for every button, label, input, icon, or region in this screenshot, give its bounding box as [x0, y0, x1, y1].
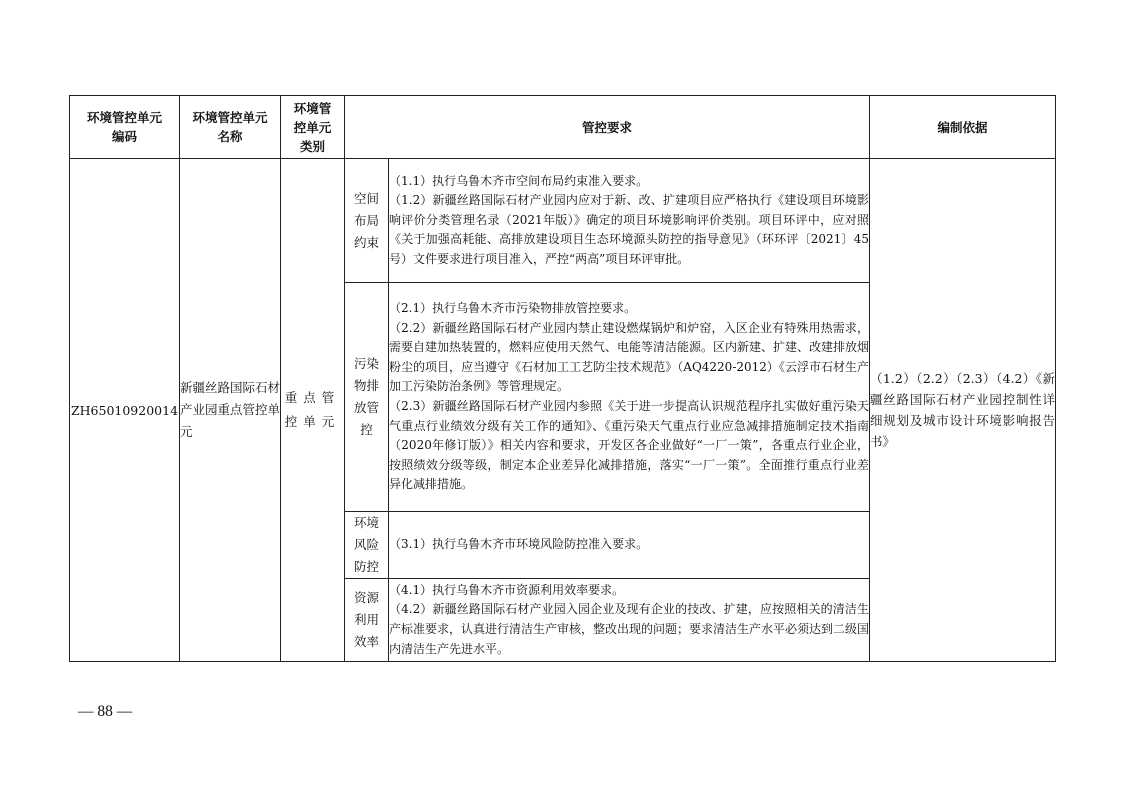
control-unit-table	[69, 95, 1056, 662]
requirement-2-3: （2.3）新疆丝路国际石材产业园内参照《关于进一步提高认识规范程序扎实做好重污染天气重点行业绩效分级有关工作的通知》、《重污染天气重点行业应急减排措施制定技术指南（2020年修订版）》相关内容和要求，开发区各企业做好“一厂一策”，各重点行业企业，按照绩效分级等级，制定本企业差异化减排措施，落实“一厂一策”。全面推行重点行业差异化减排措施。	[389, 399, 870, 492]
requirement-2-2: （2.2）新疆丝路国际石材产业园内禁止建设燃煤锅炉和炉窑，入区企业有特殊用热需求，需要自建加热装置的，燃料应使用天然气、电能等清洁能源。区内新建、扩建、改建排放烟粉尘的项目，应当遵守《石材加工工艺防尘技术规范》（AQ4220-2012）《云浮市石材生产加工污染防治条例》等管理规定。	[389, 320, 870, 394]
section-label-pollution: 污染物排放管控	[345, 283, 389, 512]
section-content-pollution	[389, 283, 870, 512]
header-code: 环境管控单元编码	[70, 96, 180, 159]
requirement-2-1: （2.1）执行乌鲁木齐市污染物排放管控要求。	[389, 301, 637, 316]
section-row-spatial	[70, 159, 1056, 283]
requirement-1-1: （1.1）执行乌鲁木齐市空间布局约束准入要求。	[389, 173, 649, 188]
requirement-4-1: （4.1）执行乌鲁木齐市资源利用效率要求。	[389, 582, 625, 597]
header-row	[70, 96, 1056, 159]
section-label-risk: 环境风险防控	[345, 512, 389, 579]
requirement-3-1: （3.1）执行乌鲁木齐市环境风险防控准入要求。	[389, 537, 649, 552]
unit-code: ZH65010920014	[70, 159, 180, 662]
page-number: — 88 —	[78, 703, 133, 720]
section-label-spatial: 空间布局约束	[345, 159, 389, 283]
basis-text: （1.2）（2.2）（2.3）（4.2）《新疆丝路国际石材产业园控制性详细规划及城市设计环境影响报告书》	[870, 159, 1056, 662]
requirement-4-2: （4.2）新疆丝路国际石材产业园入园企业及现有企业的技改、扩建，应按照相关的清洁生产标准要求，认真进行清洁生产审核，整改出现的问题；要求清洁生产水平必须达到二级国内清洁生产先进水平。	[389, 602, 870, 656]
header-type: 环境管控单元类别	[281, 96, 345, 159]
section-content-resource	[389, 579, 870, 662]
section-content-spatial	[389, 159, 870, 283]
header-requirements: 管控要求	[345, 96, 870, 159]
section-label-resource: 资源利用效率	[345, 579, 389, 662]
requirement-1-2: （1.2）新疆丝路国际石材产业园内应对于新、改、扩建项目应严格执行《建设项目环境影响评价分类管理名录（2021年版）》确定的项目环境影响评价类别。项目环评中，应对照《关于加强高耗能、高排放建设项目生态环境源头防控的指导意见》（环环评〔2021〕45号）文件要求进行项目准入，严控“两高”项目环评审批。	[389, 193, 870, 266]
header-name: 环境管控单元名称	[180, 96, 281, 159]
header-basis: 编制依据	[870, 96, 1056, 159]
unit-name: 新疆丝路国际石材产业园重点管控单元	[180, 159, 281, 662]
section-content-risk	[389, 512, 870, 579]
unit-type: 重点管控单元	[281, 159, 345, 662]
